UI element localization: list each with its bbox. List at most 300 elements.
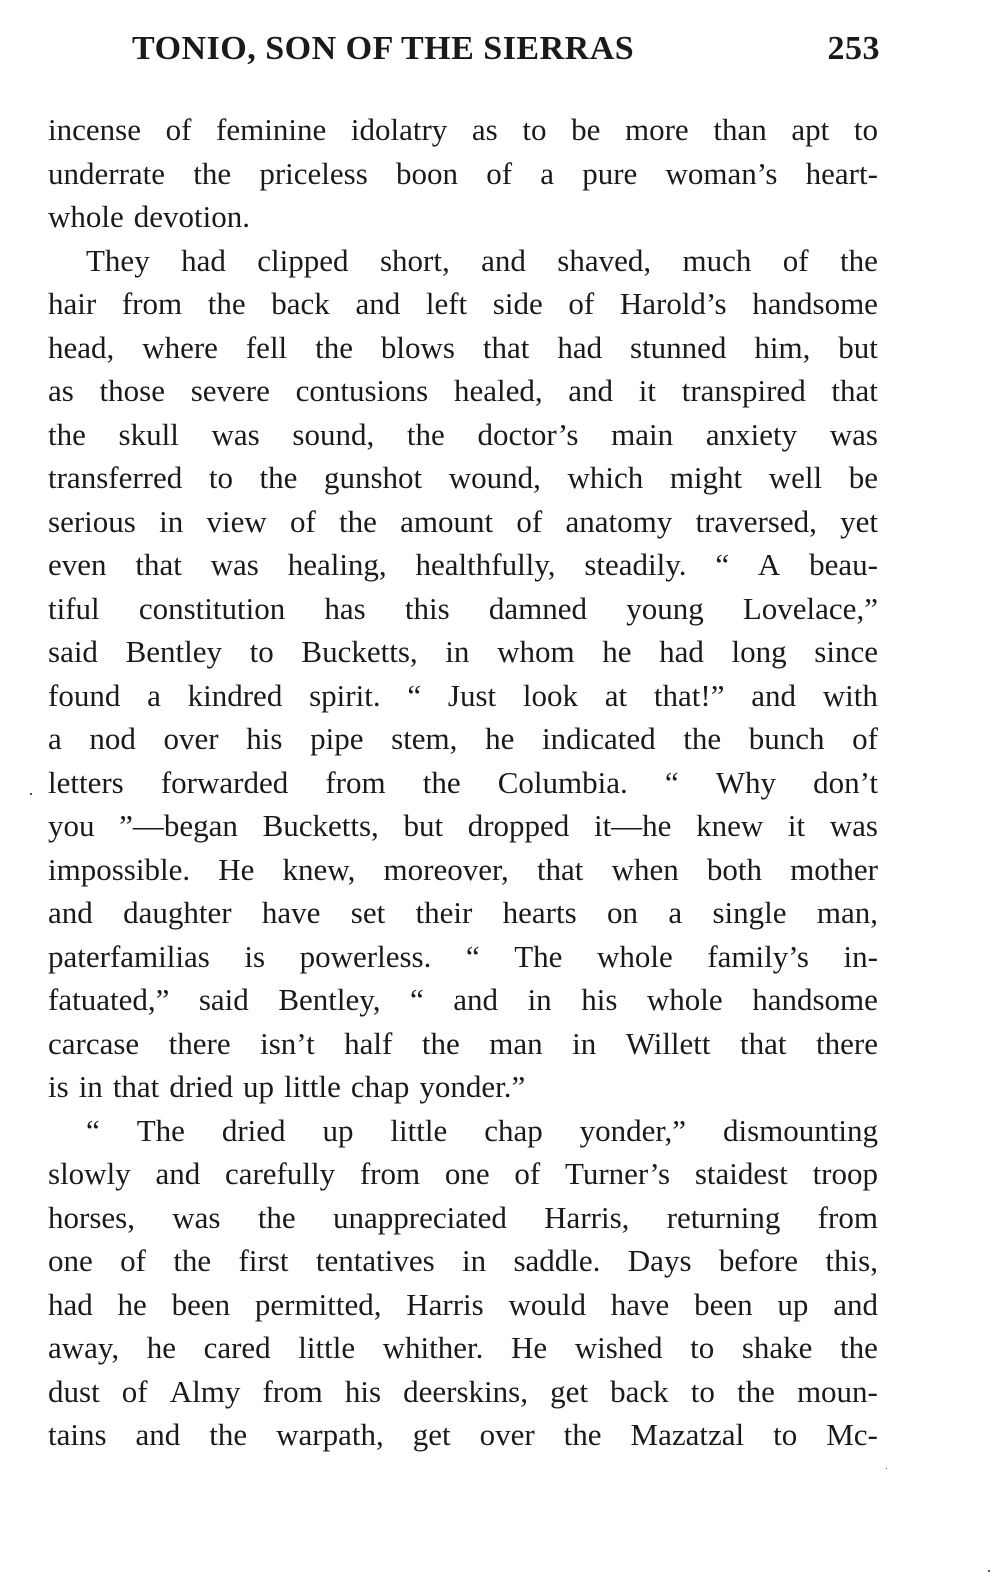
word: “ — [407, 677, 422, 713]
text-line — [48, 587, 878, 631]
word: is — [244, 938, 266, 974]
word: “ — [715, 547, 730, 582]
text-line — [48, 1239, 878, 1283]
word: the — [48, 416, 86, 452]
word: and — [481, 242, 526, 278]
word: dried — [221, 1112, 286, 1148]
word: had — [659, 634, 704, 669]
word: healthfully, — [415, 547, 556, 582]
word: short, — [379, 242, 450, 278]
text-line — [48, 239, 878, 283]
word: wished — [574, 1330, 663, 1365]
word: don’t — [813, 764, 878, 800]
text-line — [48, 1065, 878, 1109]
word: fatuated,” — [48, 982, 170, 1017]
word: from — [325, 764, 386, 800]
word: of — [120, 1243, 146, 1278]
word: dismounting — [722, 1112, 878, 1148]
margin-speck — [30, 793, 32, 795]
word: the — [406, 416, 445, 452]
word: severe — [190, 373, 270, 408]
word: and — [135, 1417, 181, 1452]
word: the — [339, 503, 377, 539]
word: “ — [664, 764, 679, 800]
word: apt — [791, 112, 830, 147]
word: those — [99, 373, 165, 408]
word: the — [173, 1243, 212, 1278]
word: have — [610, 1286, 670, 1322]
word: little — [390, 1112, 448, 1148]
word: Just — [447, 677, 497, 713]
word: constitution — [138, 590, 286, 626]
word: Almy — [169, 1373, 241, 1409]
word: get — [550, 1373, 588, 1409]
word: stem, — [391, 721, 458, 756]
word: it — [787, 808, 806, 843]
word: but — [403, 808, 444, 843]
word: a — [540, 155, 554, 191]
word: up — [322, 1112, 354, 1148]
word: it—he — [593, 808, 672, 843]
word: been — [171, 1286, 231, 1322]
word: deerskins, — [403, 1373, 528, 1409]
word: the — [683, 721, 722, 756]
word: more — [625, 112, 689, 147]
word: kindred — [187, 677, 283, 713]
word: and — [355, 286, 401, 321]
word: head, — [48, 329, 115, 365]
text-line — [48, 1152, 878, 1196]
word: dried — [169, 1069, 234, 1104]
word: and — [155, 1156, 201, 1191]
word: found — [48, 677, 121, 713]
word: powerless. — [299, 938, 432, 974]
word: boon — [396, 155, 458, 191]
word: steadily. — [584, 547, 687, 582]
word: knew, — [282, 851, 356, 887]
text-line — [48, 456, 878, 500]
word: whole — [646, 982, 723, 1017]
word: had — [557, 329, 603, 365]
word: and — [833, 1286, 878, 1322]
word: permitted, — [254, 1286, 382, 1322]
word: from — [359, 1156, 421, 1191]
word: A — [757, 547, 781, 582]
word: forwarded — [160, 764, 289, 800]
word: at — [604, 677, 628, 713]
text-line — [48, 630, 878, 674]
word: in — [445, 634, 470, 669]
word: the — [840, 1330, 878, 1365]
word: fell — [245, 329, 288, 365]
text-line — [48, 195, 878, 239]
word: chap — [350, 1069, 410, 1104]
word: skull — [118, 416, 179, 452]
word: damned — [488, 590, 588, 626]
word: serious — [48, 503, 136, 539]
word: there — [816, 1025, 878, 1061]
word: yonder,” — [579, 1112, 687, 1148]
page-number: 253 — [827, 30, 880, 67]
word: devotion. — [133, 199, 251, 234]
word: one — [48, 1243, 93, 1278]
word: the — [736, 1373, 775, 1409]
word: the — [840, 242, 878, 278]
word: daughter — [123, 895, 232, 930]
word: from — [121, 286, 183, 321]
word: slowly — [48, 1156, 131, 1191]
word: and — [453, 982, 499, 1017]
word: tentatives — [315, 1243, 435, 1278]
word: which — [567, 460, 644, 495]
word: that — [482, 329, 530, 365]
word: “ — [86, 1112, 100, 1148]
word: Columbia. — [497, 764, 628, 800]
word: hair — [48, 286, 97, 321]
word: The — [514, 938, 563, 974]
text-line — [48, 108, 878, 152]
word: this — [404, 590, 450, 626]
word: bunch — [748, 721, 825, 756]
word: a — [48, 721, 62, 756]
word: from — [262, 1373, 323, 1409]
word: idolatry — [350, 112, 448, 147]
text-line — [48, 761, 878, 805]
word: to — [249, 634, 274, 669]
word: whither. — [382, 1330, 484, 1365]
word: has — [324, 590, 366, 626]
word: spirit. — [309, 677, 381, 713]
word: carcase — [48, 1025, 140, 1061]
word: healed, — [453, 373, 543, 408]
word: side — [492, 286, 543, 321]
word: been — [694, 1286, 753, 1322]
word: the — [563, 1417, 602, 1452]
word: warpath, — [276, 1417, 384, 1452]
body-text — [48, 108, 878, 1457]
word: in- — [843, 938, 878, 974]
word: ”—began — [119, 808, 238, 843]
word: and — [48, 895, 93, 930]
word: woman’s — [665, 155, 778, 191]
word: as — [471, 112, 498, 147]
text-line — [48, 891, 878, 935]
word: handsome — [752, 982, 878, 1017]
word: traversed, — [695, 503, 817, 539]
word: indicated — [541, 721, 656, 756]
word: “ — [465, 938, 480, 974]
word: of — [486, 155, 513, 191]
word: impossible. — [48, 851, 191, 887]
word: yet — [840, 503, 878, 539]
word: he — [146, 1330, 176, 1365]
word: to — [690, 1330, 715, 1365]
word: mother — [790, 851, 878, 887]
word: He — [218, 851, 255, 887]
word: whole — [597, 938, 673, 974]
text-line — [48, 1283, 878, 1327]
word: in — [159, 503, 184, 539]
word: healing, — [287, 547, 387, 582]
word: little — [284, 1069, 341, 1104]
word: was — [210, 547, 259, 582]
word: transpired — [681, 373, 806, 408]
word: that!” — [653, 677, 725, 713]
word: is — [48, 1069, 69, 1104]
word: They — [86, 242, 150, 278]
word: was — [211, 416, 260, 452]
word: might — [669, 460, 743, 495]
text-line — [48, 369, 878, 413]
word: nod — [89, 721, 136, 756]
word: whom — [497, 634, 575, 669]
word: Days — [627, 1243, 692, 1278]
word: said — [48, 634, 98, 669]
word: clipped — [257, 242, 349, 278]
word: stunned — [630, 329, 727, 365]
word: as — [48, 373, 74, 408]
word: whole — [48, 199, 124, 234]
word: a — [668, 895, 683, 930]
word: yonder.” — [419, 1069, 526, 1104]
word: he — [485, 721, 515, 756]
word: this, — [825, 1243, 878, 1278]
text-line — [48, 413, 878, 457]
word: he — [602, 634, 632, 669]
word: his — [344, 1373, 382, 1409]
margin-speck — [988, 1570, 990, 1572]
word: little — [298, 1330, 356, 1365]
word: main — [611, 416, 674, 452]
word: of — [516, 503, 543, 539]
text-line — [48, 804, 878, 848]
word: his — [246, 721, 283, 756]
word: of — [514, 1156, 541, 1191]
word: troop — [812, 1156, 878, 1191]
word: much — [682, 242, 752, 278]
word: of — [289, 503, 316, 539]
word: since — [814, 634, 878, 669]
word: there — [168, 1025, 231, 1061]
word: priceless — [259, 155, 368, 191]
word: single — [712, 895, 787, 930]
word: blows — [380, 329, 455, 365]
word: knew — [696, 808, 764, 843]
word: get — [412, 1417, 451, 1452]
word: to — [522, 112, 547, 147]
word: and — [568, 373, 614, 408]
word: carefully — [224, 1156, 336, 1191]
word: be — [571, 112, 601, 147]
word: said — [198, 982, 249, 1017]
word: the — [209, 1417, 248, 1452]
text-line — [48, 674, 878, 718]
word: had — [181, 242, 226, 278]
word: the — [315, 329, 353, 365]
word: over — [479, 1417, 535, 1452]
text-line — [48, 152, 878, 196]
word: moun- — [796, 1373, 878, 1409]
word: back — [610, 1373, 669, 1409]
word: view — [206, 503, 267, 539]
word: had — [48, 1286, 93, 1322]
word: transferred — [48, 460, 183, 495]
word: that — [135, 547, 182, 582]
text-line — [48, 1109, 878, 1153]
word: family’s — [707, 938, 809, 974]
word: Bucketts, — [301, 634, 418, 669]
text-line — [48, 1196, 878, 1240]
word: the — [193, 155, 232, 191]
word: moreover, — [383, 851, 509, 887]
text-line — [48, 1326, 878, 1370]
word: incense — [48, 112, 141, 147]
text-line — [48, 500, 878, 544]
word: a — [147, 677, 161, 713]
word: was — [829, 808, 878, 843]
word: heart- — [805, 155, 878, 191]
word: the — [422, 764, 461, 800]
word: that — [740, 1025, 787, 1061]
word: to — [208, 460, 233, 495]
word: it — [638, 373, 657, 408]
word: well — [768, 460, 823, 495]
text-line — [48, 848, 878, 892]
word: look — [522, 677, 579, 713]
word: horses, — [48, 1199, 135, 1235]
word: was — [829, 416, 878, 452]
word: He — [511, 1330, 548, 1365]
word: back — [271, 286, 330, 321]
word: his — [581, 982, 618, 1017]
word: shake — [741, 1330, 813, 1365]
word: be — [848, 460, 878, 495]
word: in — [78, 1069, 103, 1104]
word: away, — [48, 1330, 120, 1365]
word: that — [536, 851, 584, 887]
text-line — [48, 978, 878, 1022]
margin-speck — [886, 1468, 887, 1469]
word: with — [822, 677, 878, 713]
word: up — [777, 1286, 809, 1322]
word: doctor’s — [477, 416, 579, 452]
word: “ — [410, 982, 424, 1017]
word: Harold’s — [619, 286, 727, 321]
word: first — [238, 1243, 289, 1278]
word: Mazatzal — [630, 1417, 745, 1452]
word: over — [163, 721, 219, 756]
text-line — [48, 543, 878, 587]
text-line — [48, 1370, 878, 1414]
word: before — [718, 1243, 799, 1278]
word: in — [527, 982, 552, 1017]
word: than — [713, 112, 767, 147]
word: have — [261, 895, 321, 930]
word: set — [350, 895, 386, 930]
word: the — [207, 286, 246, 321]
word: beau- — [809, 547, 878, 582]
word: amount — [400, 503, 494, 539]
word: the — [421, 1025, 460, 1061]
word: he — [117, 1286, 147, 1322]
word: half — [344, 1025, 393, 1061]
word: Mc- — [826, 1417, 878, 1452]
word: wound, — [448, 460, 541, 495]
word: unappreciated — [333, 1199, 507, 1235]
word: Harris, — [544, 1199, 630, 1235]
word: was — [172, 1199, 221, 1235]
word: paterfamilias — [48, 938, 210, 974]
word: saddle. — [513, 1243, 601, 1278]
word: Bentley — [125, 634, 222, 669]
word: letters — [48, 764, 124, 800]
word: cared — [203, 1330, 271, 1365]
running-head — [132, 24, 880, 74]
word: gunshot — [323, 460, 423, 495]
word: dust — [48, 1373, 100, 1409]
text-line — [48, 1413, 878, 1457]
text-line — [48, 1022, 878, 1066]
word: up — [243, 1069, 275, 1104]
word: both — [706, 851, 762, 887]
text-line — [48, 326, 878, 370]
word: shaved, — [557, 242, 652, 278]
word: Lovelace,” — [742, 590, 878, 626]
word: pipe — [310, 721, 364, 756]
word: that — [112, 1069, 160, 1104]
word: to — [853, 112, 878, 147]
word: anatomy — [565, 503, 673, 539]
word: tains — [48, 1417, 107, 1452]
word: of — [121, 1373, 148, 1409]
word: one — [444, 1156, 490, 1191]
word: of — [165, 112, 192, 147]
word: but — [838, 329, 878, 365]
word: chap — [484, 1112, 543, 1148]
word: tiful — [48, 590, 100, 626]
word: when — [611, 851, 679, 887]
word: even — [48, 547, 107, 582]
text-line — [48, 282, 878, 326]
word: staidest — [694, 1156, 788, 1191]
word: hearts — [502, 895, 577, 930]
text-line — [48, 935, 878, 979]
word: to — [690, 1373, 715, 1409]
word: the — [259, 460, 298, 495]
word: returning — [666, 1199, 781, 1235]
word: you — [48, 808, 95, 843]
word: young — [626, 590, 704, 626]
word: in — [462, 1243, 487, 1278]
word: to — [773, 1417, 798, 1452]
word: on — [607, 895, 639, 930]
word: pure — [582, 155, 638, 191]
word: their — [415, 895, 473, 930]
word: of — [782, 242, 809, 278]
word: and — [751, 677, 797, 713]
word: Harris — [406, 1286, 484, 1322]
word: anxiety — [705, 416, 798, 452]
word: man — [489, 1025, 543, 1061]
word: dropped — [467, 808, 570, 843]
word: sound, — [292, 416, 375, 452]
word: isn’t — [260, 1025, 315, 1061]
word: long — [731, 634, 787, 669]
word: him, — [754, 329, 811, 365]
word: Bucketts, — [262, 808, 379, 843]
word: that — [831, 373, 878, 408]
word: Why — [715, 764, 776, 800]
